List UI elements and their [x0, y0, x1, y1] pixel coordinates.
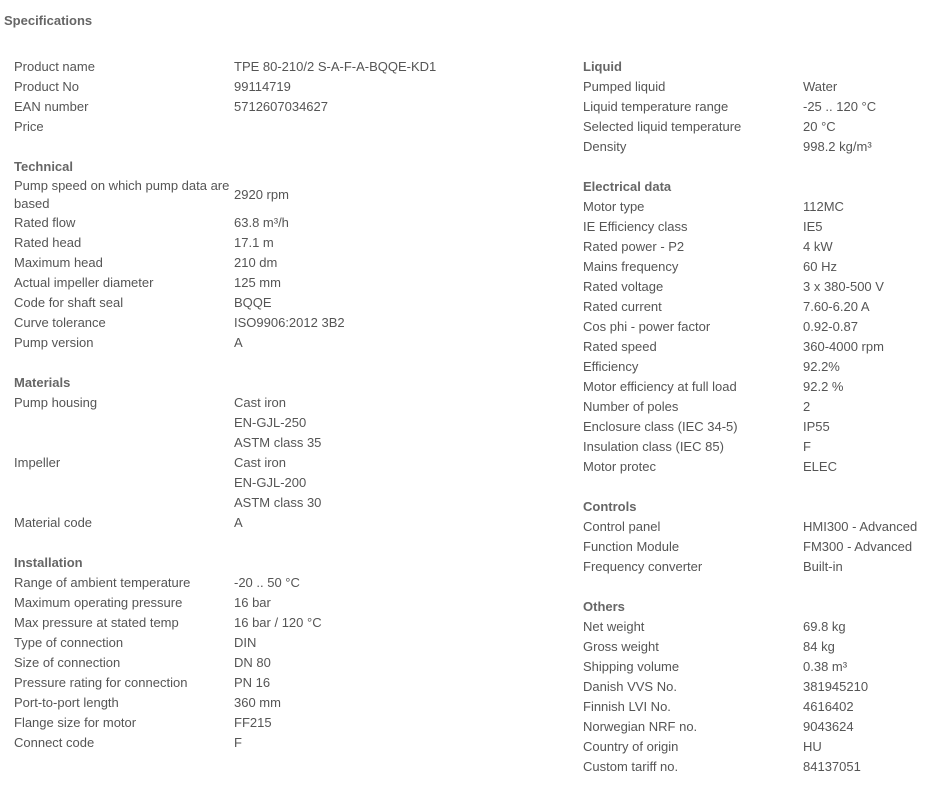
spec-row-impeller: [14, 453, 454, 513]
spec-value-line: Cast iron: [234, 395, 287, 410]
spec-value: [803, 517, 917, 537]
spec-value-line: ISO9906:2012 3B2: [234, 315, 345, 330]
spec-row-material-code: [14, 513, 454, 533]
spec-value: [803, 357, 840, 377]
spec-row-product-no: [14, 77, 454, 97]
spec-value-line: 99114719: [234, 79, 291, 94]
spec-value-line: F: [234, 735, 242, 750]
spec-value-line: 998.2 kg/m³: [803, 139, 872, 154]
spec-label: Function Module: [583, 539, 680, 554]
spec-row-pump-speed-on-which-pump-data-are-based: [14, 177, 454, 213]
spec-label: Actual impeller diameter: [14, 275, 154, 290]
spec-row-type-of-connection: [14, 633, 454, 653]
spec-value-line: 4616402: [803, 699, 854, 714]
spec-value: [803, 457, 837, 477]
spec-row-insulation-class-iec-85: [583, 437, 928, 457]
spec-row-shipping-volume: [583, 657, 928, 677]
spec-value-line: 5712607034627: [234, 99, 328, 114]
spec-row-connect-code: [14, 733, 454, 753]
spec-value-line: 125 mm: [234, 275, 281, 290]
spec-label: Number of poles: [583, 399, 679, 414]
spec-label: Pump speed on which pump data are based: [14, 178, 230, 211]
spec-value: [234, 713, 272, 733]
spec-value: [234, 633, 256, 653]
spec-row-motor-protec: [583, 457, 928, 477]
spec-value: [234, 733, 242, 753]
spec-label: Rated power - P2: [583, 239, 685, 254]
spec-label: Impeller: [14, 455, 61, 470]
spec-value: [803, 757, 861, 777]
spec-label: Rated head: [14, 235, 82, 250]
spec-value: [234, 333, 243, 353]
spec-value: [803, 637, 835, 657]
spec-value: [803, 257, 837, 277]
section-others: [583, 597, 928, 777]
spec-value-line: 92.2 %: [803, 379, 844, 394]
spec-value: [234, 185, 289, 205]
spec-value-line: IP55: [803, 419, 830, 434]
spec-value-line: FM300 - Advanced: [803, 539, 913, 554]
section-liquid: [583, 57, 928, 157]
spec-value-line: IE5: [803, 219, 823, 234]
spec-value: [803, 217, 823, 237]
spec-value-line: DN 80: [234, 655, 271, 670]
section-general: [14, 57, 454, 137]
spec-label: Flange size for motor: [14, 715, 137, 730]
spec-value-line: BQQE: [234, 295, 272, 310]
spec-value: [803, 717, 854, 737]
section-controls: [583, 497, 928, 577]
section-title: Controls: [583, 499, 637, 514]
spec-value-line: 9043624: [803, 719, 854, 734]
spec-value: [803, 437, 811, 457]
spec-row-rated-voltage: [583, 277, 928, 297]
spec-label: Cos phi - power factor: [583, 319, 711, 334]
spec-label: Rated speed: [583, 339, 657, 354]
spec-value: [803, 617, 846, 637]
spec-value: [803, 277, 884, 297]
spec-value-line: Built-in: [803, 559, 843, 574]
section-title: Materials: [14, 375, 71, 390]
spec-label: Frequency converter: [583, 559, 703, 574]
spec-label: Material code: [14, 515, 93, 530]
spec-value: [803, 77, 837, 97]
spec-row-product-name: [14, 57, 454, 77]
spec-row-mains-frequency: [583, 257, 928, 277]
spec-value: [234, 213, 289, 233]
spec-value: [234, 233, 274, 253]
spec-row-size-of-connection: [14, 653, 454, 673]
spec-value: [234, 253, 277, 273]
spec-value-line: F: [803, 439, 811, 454]
spec-row-rated-power-p2: [583, 237, 928, 257]
spec-value-line: 4 kW: [803, 239, 833, 254]
spec-row-rated-head: [14, 233, 454, 253]
spec-label: Custom tariff no.: [583, 759, 679, 774]
spec-label: Connect code: [14, 735, 95, 750]
spec-label: Price: [14, 119, 44, 134]
spec-value: [234, 393, 321, 453]
spec-label: Insulation class (IEC 85): [583, 439, 724, 454]
left-column: [14, 57, 454, 773]
spec-label: Motor efficiency at full load: [583, 379, 737, 394]
spec-row-ie-efficiency-class: [583, 217, 928, 237]
spec-row-max-pressure-at-stated-temp: [14, 613, 454, 633]
spec-value-line: 92.2%: [803, 359, 840, 374]
section-title: Installation: [14, 555, 83, 570]
spec-label: Gross weight: [583, 639, 659, 654]
section-title: Others: [583, 599, 625, 614]
spec-row-ean-number: [14, 97, 454, 117]
section-installation: [14, 553, 454, 753]
spec-value-line: EN-GJL-250: [234, 415, 307, 430]
spec-row-efficiency: [583, 357, 928, 377]
spec-label: Finnish LVI No.: [583, 699, 671, 714]
spec-value-line: 16 bar: [234, 595, 271, 610]
spec-row-liquid-temperature-range: [583, 97, 928, 117]
spec-value: [234, 593, 271, 613]
section-title: Liquid: [583, 59, 622, 74]
spec-row-frequency-converter: [583, 557, 928, 577]
spec-row-maximum-head: [14, 253, 454, 273]
spec-value: [234, 77, 291, 97]
spec-label: IE Efficiency class: [583, 219, 688, 234]
section-electrical-data: [583, 177, 928, 477]
spec-value-line: 63.8 m³/h: [234, 215, 289, 230]
spec-row-cos-phi-power-factor: [583, 317, 928, 337]
spec-value-line: 7.60-6.20 A: [803, 299, 870, 314]
spec-value: [803, 697, 854, 717]
spec-row-net-weight: [583, 617, 928, 637]
spec-label: Enclosure class (IEC 34-5): [583, 419, 738, 434]
spec-value-line: HU: [803, 739, 822, 754]
spec-row-pressure-rating-for-connection: [14, 673, 454, 693]
spec-value-line: ASTM class 30: [234, 495, 322, 510]
right-column: [583, 57, 928, 797]
spec-row-motor-type: [583, 197, 928, 217]
spec-label: Net weight: [583, 619, 645, 634]
spec-value-line: 0.38 m³: [803, 659, 848, 674]
spec-value-line: 0.92-0.87: [803, 319, 858, 334]
spec-value: [234, 693, 281, 713]
spec-label: Maximum head: [14, 255, 103, 270]
spec-value: [234, 453, 321, 513]
spec-value-line: 2: [803, 399, 811, 414]
spec-row-finnish-lvi-no: [583, 697, 928, 717]
spec-value-line: 16 bar / 120 °C: [234, 615, 322, 630]
spec-value-line: A: [234, 335, 243, 350]
spec-label: Maximum operating pressure: [14, 595, 183, 610]
spec-value-line: 17.1 m: [234, 235, 274, 250]
spec-value: [234, 293, 272, 313]
spec-value-line: A: [234, 515, 243, 530]
spec-value: [803, 397, 810, 417]
spec-label: Size of connection: [14, 655, 121, 670]
spec-row-price: [14, 117, 454, 137]
spec-value-line: 360 mm: [234, 695, 281, 710]
spec-value: [803, 677, 868, 697]
spec-label: EAN number: [14, 99, 89, 114]
spec-row-rated-flow: [14, 213, 454, 233]
spec-label: Pressure rating for connection: [14, 675, 188, 690]
spec-label: Product name: [14, 59, 95, 74]
spec-value-line: Cast iron: [234, 455, 287, 470]
spec-row-danish-vvs-no: [583, 677, 928, 697]
spec-row-actual-impeller-diameter: [14, 273, 454, 293]
spec-label: Code for shaft seal: [14, 295, 124, 310]
spec-row-flange-size-for-motor: [14, 713, 454, 733]
spec-row-density: [583, 137, 928, 157]
spec-row-range-of-ambient-temperature: [14, 573, 454, 593]
spec-value-line: -20 .. 50 °C: [234, 575, 300, 590]
spec-value: [803, 317, 858, 337]
spec-value: [803, 737, 822, 757]
spec-row-pump-housing: [14, 393, 454, 453]
spec-row-pump-version: [14, 333, 454, 353]
spec-row-custom-tariff-no: [583, 757, 928, 777]
spec-value-line: ASTM class 35: [234, 435, 322, 450]
spec-value: [234, 653, 271, 673]
spec-label: Range of ambient temperature: [14, 575, 191, 590]
spec-value-line: 3 x 380-500 V: [803, 279, 884, 294]
spec-value-line: 2920 rpm: [234, 187, 289, 202]
spec-value-line: -25 .. 120 °C: [803, 99, 877, 114]
section-materials: [14, 373, 454, 533]
section-technical: [14, 157, 454, 353]
spec-value-line: 112MC: [803, 199, 844, 214]
spec-label: Pumped liquid: [583, 79, 666, 94]
spec-label: Pump housing: [14, 395, 98, 410]
spec-label: Motor type: [583, 199, 645, 214]
page-title: Specifications: [4, 13, 93, 28]
spec-value-line: DIN: [234, 635, 257, 650]
spec-value: [803, 657, 847, 677]
spec-label: Shipping volume: [583, 659, 680, 674]
spec-label: Mains frequency: [583, 259, 679, 274]
spec-row-country-of-origin: [583, 737, 928, 757]
spec-row-function-module: [583, 537, 928, 557]
spec-value: [234, 273, 281, 293]
spec-value-line: TPE 80-210/2 S-A-F-A-BQQE-KD1: [234, 59, 437, 74]
spec-row-port-to-port-length: [14, 693, 454, 713]
section-title: Technical: [14, 159, 74, 174]
spec-row-maximum-operating-pressure: [14, 593, 454, 613]
spec-row-rated-speed: [583, 337, 928, 357]
spec-label: Motor protec: [583, 459, 656, 474]
spec-label: Rated flow: [14, 215, 76, 230]
spec-value: [803, 417, 830, 437]
spec-label: Rated voltage: [583, 279, 664, 294]
spec-value-line: 210 dm: [234, 255, 278, 270]
spec-value-line: 69.8 kg: [803, 619, 846, 634]
spec-label: Liquid temperature range: [583, 99, 729, 114]
spec-row-code-for-shaft-seal: [14, 293, 454, 313]
spec-value: [234, 613, 322, 633]
spec-label: Efficiency: [583, 359, 639, 374]
spec-value: [803, 537, 912, 557]
spec-label: Country of origin: [583, 739, 679, 754]
spec-label: Norwegian NRF no.: [583, 719, 698, 734]
section-title: Electrical data: [583, 179, 672, 194]
spec-value-line: FF215: [234, 715, 272, 730]
spec-value: [234, 97, 328, 117]
spec-label: Port-to-port length: [14, 695, 119, 710]
spec-label: Type of connection: [14, 635, 124, 650]
spec-value-line: PN 16: [234, 675, 271, 690]
spec-row-control-panel: [583, 517, 928, 537]
spec-value: [803, 117, 836, 137]
spec-row-norwegian-nrf-no: [583, 717, 928, 737]
spec-label: Density: [583, 139, 627, 154]
spec-row-pumped-liquid: [583, 77, 928, 97]
spec-row-rated-current: [583, 297, 928, 317]
spec-value-line: 381945210: [803, 679, 869, 694]
spec-row-gross-weight: [583, 637, 928, 657]
spec-value: [803, 97, 876, 117]
spec-value-line: EN-GJL-200: [234, 475, 307, 490]
spec-value-line: ELEC: [803, 459, 837, 474]
spec-row-number-of-poles: [583, 397, 928, 417]
spec-value: [234, 573, 300, 593]
spec-value-line: 360-4000 rpm: [803, 339, 884, 354]
spec-value: [803, 197, 844, 217]
spec-row-curve-tolerance: [14, 313, 454, 333]
spec-value-line: 84 kg: [803, 639, 835, 654]
spec-value: [234, 513, 243, 533]
spec-value-line: 20 °C: [803, 119, 836, 134]
spec-value: [234, 57, 436, 77]
spec-value: [234, 313, 345, 333]
spec-value: [803, 237, 833, 257]
spec-value: [803, 137, 872, 157]
spec-value-line: 60 Hz: [803, 259, 837, 274]
spec-label: Max pressure at stated temp: [14, 615, 179, 630]
spec-value-line: Water: [803, 79, 838, 94]
spec-value: [803, 297, 870, 317]
spec-label: Curve tolerance: [14, 315, 106, 330]
spec-value: [803, 337, 884, 357]
spec-value: [803, 557, 843, 577]
spec-label: Control panel: [583, 519, 661, 534]
spec-row-motor-efficiency-at-full-load: [583, 377, 928, 397]
spec-label: Danish VVS No.: [583, 679, 677, 694]
spec-label: Product No: [14, 79, 80, 94]
spec-label: Pump version: [14, 335, 94, 350]
spec-label: Selected liquid temperature: [583, 119, 742, 134]
spec-row-selected-liquid-temperature: [583, 117, 928, 137]
spec-value: [234, 673, 270, 693]
spec-value-line: 84137051: [803, 759, 861, 774]
spec-label: Rated current: [583, 299, 662, 314]
spec-row-enclosure-class-iec-34-5: [583, 417, 928, 437]
spec-value: [803, 377, 843, 397]
spec-value-line: HMI300 - Advanced: [803, 519, 918, 534]
